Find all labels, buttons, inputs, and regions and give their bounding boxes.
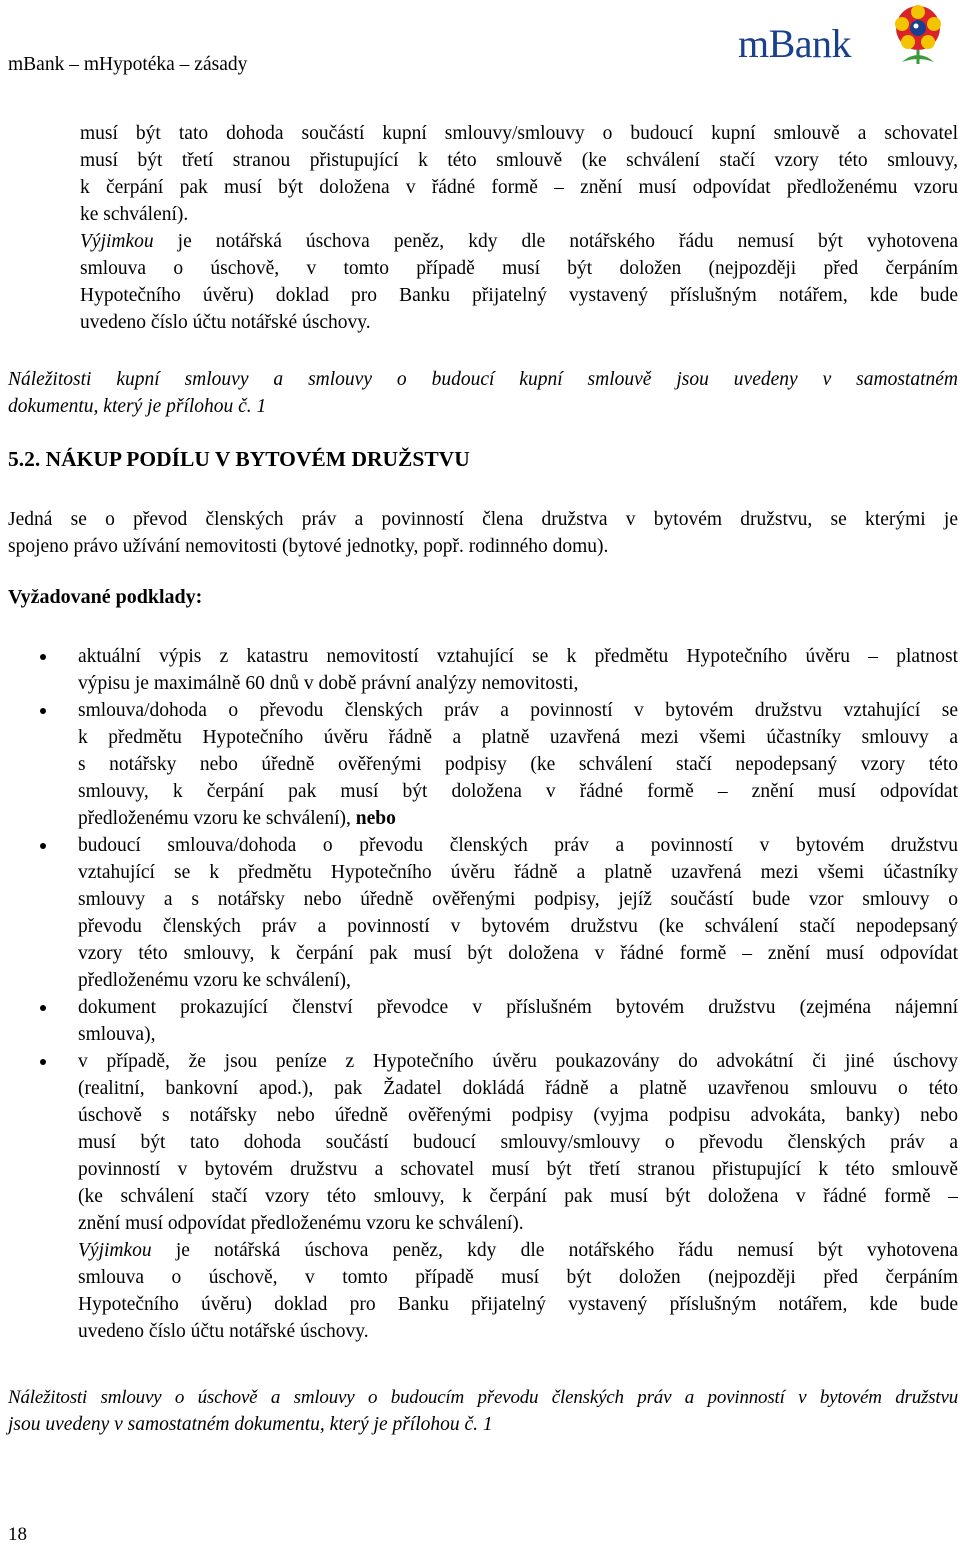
attachment-note-1 (8, 366, 958, 420)
bullet-icon (40, 708, 46, 714)
item-line: povinností v bytovém družstvu a schovatel musí být třetí stranou přistupující k této smlouvě (78, 1159, 958, 1180)
item-line: s notářsky nebo úředně ověřenými podpisy (ke schválení stačí nepodepsaný vzory této (78, 754, 958, 775)
intro-paragraph (80, 120, 958, 336)
exception-word: Výjimkou (80, 231, 154, 252)
or-keyword: nebo (355, 808, 396, 829)
bullet-icon (40, 1059, 46, 1065)
note-line: dokumentu, který je přílohou č. 1 (8, 396, 267, 417)
note-line: Náležitosti kupní smlouvy a smlouvy o budoucí kupní smlouvě jsou uvedeny v samostatném (8, 369, 958, 390)
item-line: musí být tato dohoda součástí budoucí smlouvy/smlouvy o převodu členských práv a (78, 1132, 958, 1153)
required-documents-list (0, 643, 958, 1345)
exception-line: Hypotečního úvěru) doklad pro Banku přijatelný vystavený příslušným notářem, kde bude (78, 1294, 958, 1315)
flower-logo-icon (882, 2, 954, 68)
exception-line (80, 228, 958, 255)
item-line: v případě, že jsou peníze z Hypotečního úvěru poukazovány do advokátní či jiné úschovy (78, 1051, 958, 1072)
desc-line: spojeno právo užívání nemovitosti (bytové jednotky, popř. rodinného domu). (8, 536, 609, 557)
item-line: vzory této smlouvy, k čerpání pak musí být doložena v řádné formě – znění musí odpovídat (78, 943, 958, 964)
exception-line: smlouva o úschově, v tomto případě musí být doložen (nejpozději před čerpáním (78, 1267, 958, 1288)
item-text: předloženému vzoru ke schválení), (78, 808, 356, 829)
exception-text: je notářská úschova peněz, kdy dle notářského řádu nemusí být vyhotovena (151, 1240, 958, 1261)
exception-line: uvedeno číslo účtu notářské úschovy. (80, 312, 371, 333)
desc-line: Jedná se o převod členských práv a povinností člena družstva v bytovém družstvu, se kterými je (8, 509, 958, 530)
section-heading: 5.2. NÁKUP PODÍLU V BYTOVÉM DRUŽSTVU (8, 447, 470, 471)
bullet-icon (40, 654, 46, 660)
list-item (0, 994, 958, 1048)
section-description (8, 506, 958, 560)
item-line: smlouvy a s notářsky nebo úředně ověřenými podpisy, jejíž součástí bude vzor smlouvy o (78, 889, 958, 910)
exception-line: Hypotečního úvěru) doklad pro Banku přijatelný vystavený příslušným notářem, kde bude (80, 285, 958, 306)
item-line: dokument prokazující členství převodce v příslušném bytovém družstvu (zejména nájemní (78, 997, 958, 1018)
list-item (0, 832, 958, 994)
page-number: 18 (8, 1524, 27, 1545)
intro-line: musí být tato dohoda součástí kupní smlouvy/smlouvy o budoucí kupní smlouvě a schovatel (80, 123, 958, 144)
list-item (0, 643, 958, 697)
item-line: (ke schválení stačí vzory této smlouvy, k čerpání pak musí být doložena v řádné formě – (78, 1186, 958, 1207)
item-line: převodu členských práv a povinností v bytovém družstvu (ke schválení stačí nepodepsaný (78, 916, 958, 937)
exception-line: uvedeno číslo účtu notářské úschovy. (78, 1321, 369, 1342)
item-line: předloženému vzoru ke schválení), (78, 970, 351, 991)
item-line: aktuální výpis z katastru nemovitostí vztahující se k předmětu Hypotečního úvěru – platnost (78, 646, 958, 667)
exception-text: je notářská úschova peněz, kdy dle notářského řádu nemusí být vyhotovena (153, 231, 958, 252)
note-line: jsou uvedeny v samostatném dokumentu, který je přílohou č. 1 (8, 1414, 493, 1435)
logo-text: mBank (738, 21, 852, 66)
required-documents-label: Vyžadované podklady: (8, 586, 203, 608)
item-line (78, 805, 958, 832)
list-item (0, 1048, 958, 1345)
bullet-icon (40, 1005, 46, 1011)
running-title: mBank – mHypotéka – zásady (8, 54, 248, 75)
item-line: smlouva), (78, 1024, 156, 1045)
item-line: k předmětu Hypotečního úvěru řádně a platně uzavřená mezi všemi účastníky smlouvy a (78, 727, 958, 748)
item-line: budoucí smlouva/dohoda o převodu členských práv a povinností v bytovém družstvu (78, 835, 958, 856)
intro-line: musí být třetí stranou přistupující k této smlouvě (ke schválení stačí vzory této smlouvy, (80, 150, 958, 171)
item-line: smlouva/dohoda o převodu členských práv a povinností v bytovém družstvu vztahující se (78, 700, 958, 721)
item-line: smlouvy, k čerpání pak musí být doložena v řádné formě – znění musí odpovídat (78, 781, 958, 802)
item-line: úschově s notářsky nebo úředně ověřenými podpisy (vyjma podpisu advokáta, banky) nebo (78, 1105, 958, 1126)
exception-word: Výjimkou (78, 1240, 152, 1261)
exception-line (78, 1237, 958, 1264)
item-line: výpisu je maximálně 60 dnů v době právní analýzy nemovitosti, (78, 673, 579, 694)
item-line: znění musí odpovídat předloženému vzoru ke schválení). (78, 1213, 524, 1234)
exception-line: smlouva o úschově, v tomto případě musí být doložen (nejpozději před čerpáním (80, 258, 958, 279)
attachment-note-2 (8, 1384, 958, 1438)
intro-line: ke schválení). (80, 204, 189, 225)
intro-line: k čerpání pak musí být doložena v řádné formě – znění musí odpovídat předloženému vzoru (80, 177, 958, 198)
list-item (0, 697, 958, 832)
item-line: vztahující se k předmětu Hypotečního úvěru řádně a platně uzavřená mezi všemi účastníky (78, 862, 958, 883)
bullet-icon (40, 843, 46, 849)
mbank-logo (738, 2, 956, 72)
note-line: Náležitosti smlouvy o úschově a smlouvy o budoucím převodu členských práv a povinností v bytovém družstvu (8, 1387, 958, 1408)
item-line: (realitní, bankovní apod.), pak Žadatel dokládá řádně a platně uzavřenou smlouvu o této (78, 1078, 958, 1099)
